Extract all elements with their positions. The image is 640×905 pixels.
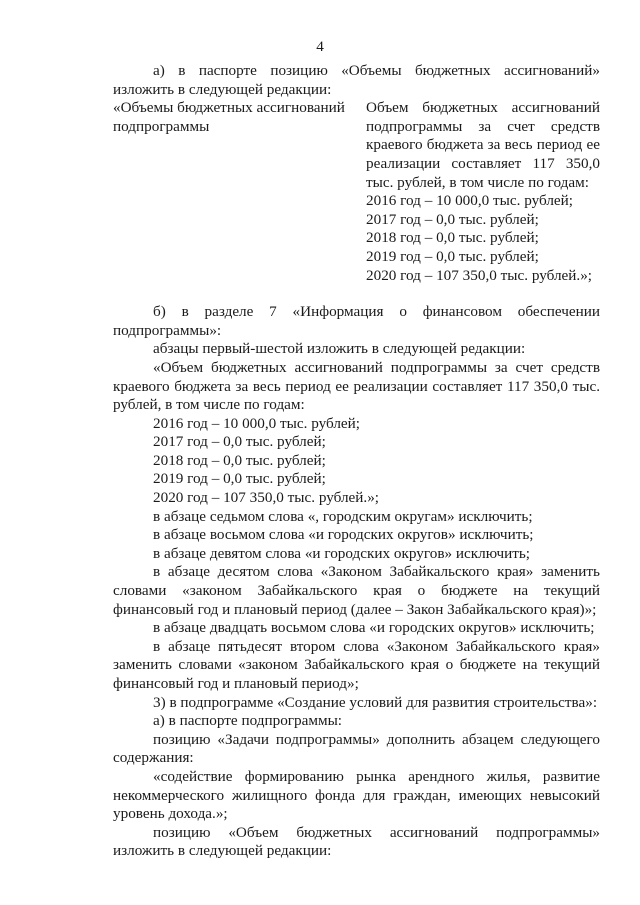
paragraph: а) в паспорте подпрограммы:	[153, 712, 342, 730]
section-b-heading: б) в разделе 7 «Информация о финансовом обеспечении подпрограммы»:	[113, 303, 600, 339]
passport-table-label: «Объемы бюджетных ассигнований подпрограммы	[113, 99, 345, 135]
passport-year-line: 2020 год – 107 350,0 тыс. рублей.»;	[366, 266, 593, 284]
passport-year-line: 2019 год – 0,0 тыс. рублей;	[366, 247, 539, 265]
paragraph: в абзаце десятом слова «Законом Забайкальского края» заменить словами «законом Забайкальского края о бюджете на текущий финансовый год и плановый период (далее – Закон Забайкальского края)»;	[113, 563, 600, 618]
year-line: 2019 год – 0,0 тыс. рублей;	[153, 470, 326, 488]
passport-table-value: Объем бюджетных ассигнований подпрограммы за счет средств краевого бюджета за весь период ее реализации составляет 117 350,0 тыс. рублей, в том числе по годам:	[366, 99, 600, 191]
passport-table	[113, 99, 600, 285]
paragraph: «Объем бюджетных ассигнований подпрограммы за счет средств краевого бюджета за весь период ее реализации составляет 117 350,0 тыс. рублей, в том числе по годам:	[113, 358, 600, 414]
year-line: 2016 год – 10 000,0 тыс. рублей;	[153, 414, 361, 432]
passport-year-line: 2018 год – 0,0 тыс. рублей;	[366, 229, 539, 247]
passport-table-label-cell	[113, 99, 366, 285]
spacer	[113, 285, 600, 303]
paragraph: позицию «Задачи подпрограммы» дополнить абзацем следующего содержания:	[113, 730, 600, 767]
paragraph: в абзаце двадцать восьмом слова «и городских округов» исключить;	[153, 619, 595, 637]
section-3-heading: 3) в подпрограмме «Создание условий для развития строительства»:	[153, 693, 598, 711]
paragraph: абзацы первый-шестой изложить в следующей редакции:	[153, 340, 526, 358]
paragraph: в абзаце восьмом слова «и городских округов» исключить;	[153, 526, 534, 544]
passport-year-line: 2016 год – 10 000,0 тыс. рублей;	[366, 192, 574, 210]
paragraph: позицию «Объем бюджетных ассигнований подпрограммы» изложить в следующей редакции:	[113, 823, 600, 860]
page-number: 4	[316, 38, 324, 55]
passport-table-value-cell	[366, 99, 600, 285]
paragraph: в абзаце пятьдесят втором слова «Законом Забайкальского края» заменить словами «законом Забайкальского края о бюджете на текущий финансовый год и плановый период»;	[113, 637, 600, 692]
paragraph: в абзаце седьмом слова «, городским округам» исключить;	[153, 507, 533, 525]
passport-year-line: 2017 год – 0,0 тыс. рублей;	[366, 210, 539, 228]
document-body	[113, 62, 600, 861]
paragraph: в абзаце девятом слова «и городских округов» исключить;	[153, 544, 531, 562]
year-line: 2018 год – 0,0 тыс. рублей;	[153, 451, 326, 469]
year-line: 2020 год – 107 350,0 тыс. рублей.»;	[153, 489, 380, 507]
year-line: 2017 год – 0,0 тыс. рублей;	[153, 433, 326, 451]
intro-paragraph: а) в паспорте позицию «Объемы бюджетных ассигнований» изложить в следующей редакции:	[113, 62, 600, 98]
paragraph: «содействие формированию рынка арендного жилья, развитие некоммерческого жилищного фонда для граждан, имеющих невысокий уровень дохода.»;	[113, 767, 600, 823]
